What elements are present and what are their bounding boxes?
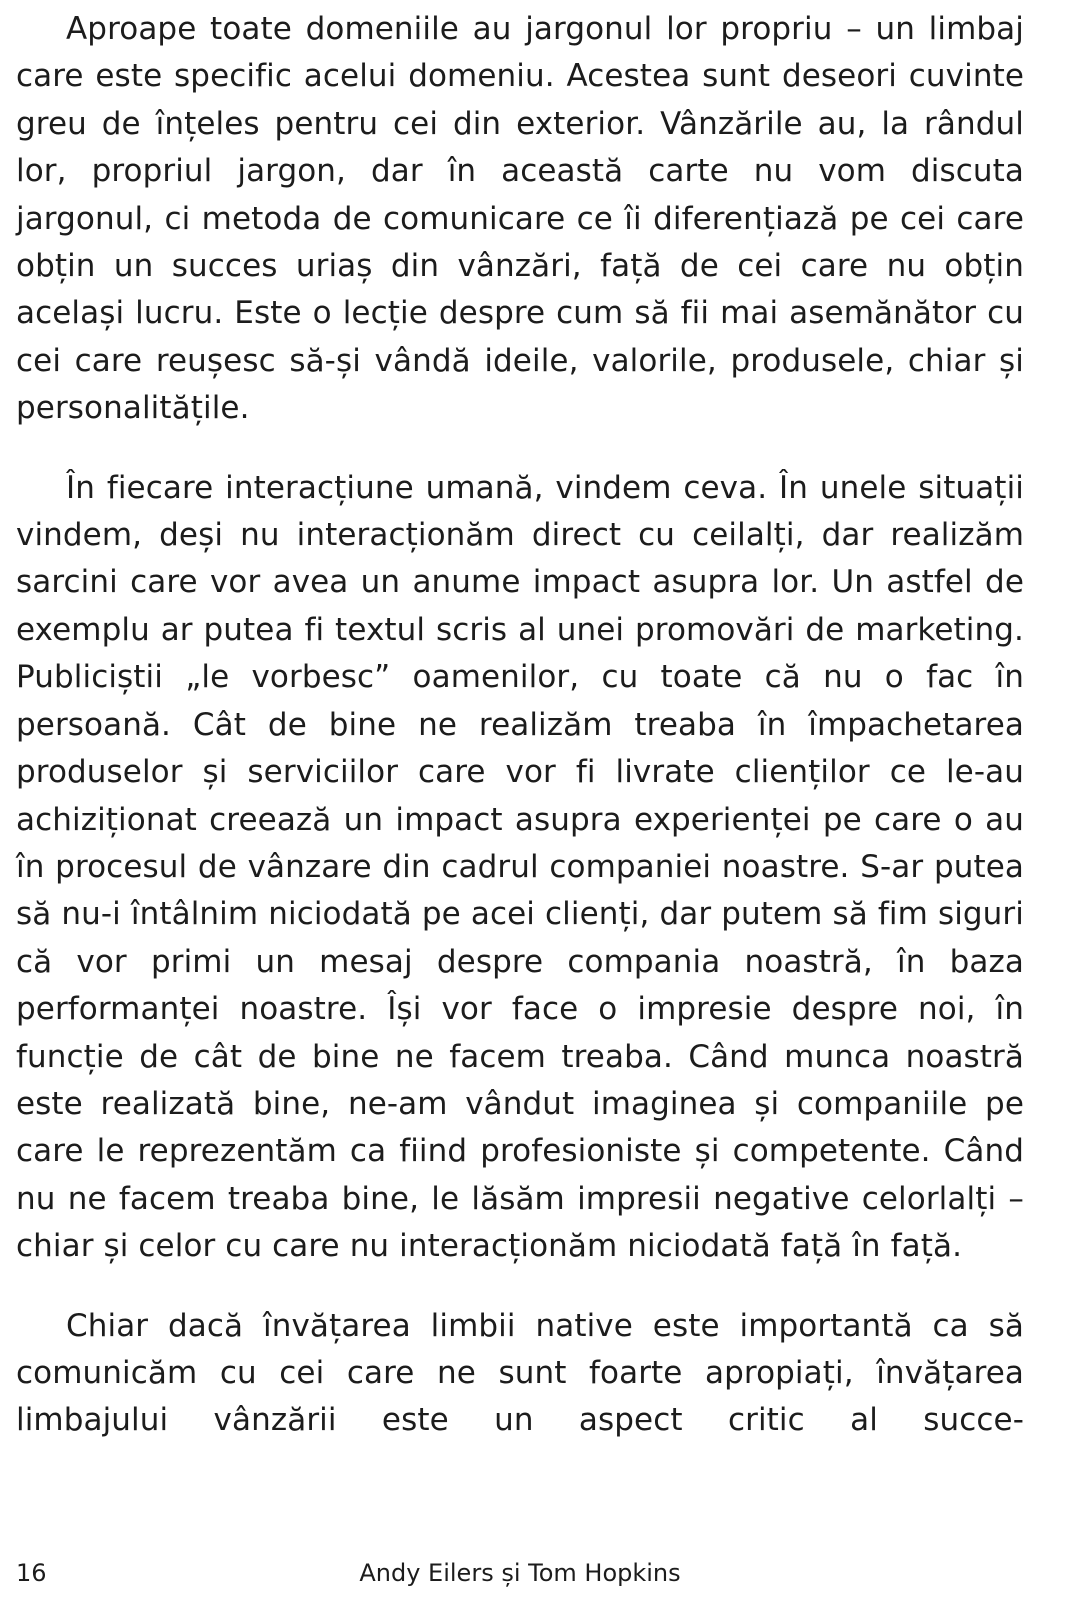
running-footer-authors: Andy Eilers și Tom Hopkins [359,1559,681,1587]
page-footer [16,1556,1024,1590]
paragraph-3: Chiar dacă învățarea limbii native este importantă ca să comunicăm cu cei care ne sunt foarte apropiați, învățarea limbajului vânzării este un aspect critic al succe- [16,1307,1024,1439]
page-number: 16 [16,1559,47,1587]
paragraph-2: În fiecare interacțiune umană, vindem ceva. În unele situații vindem, deși nu interacționăm direct cu ceilalți, dar realizăm sarcini care vor avea un anume impact asupra lor. Un astfel de exemplu ar putea fi textul scris al unei promovări de marketing. Publiciștii „le vorbesc” oamenilor, cu toate că nu o fac în persoană. Cât de bine ne realizăm treaba în împachetarea produselor și serviciilor care vor fi livrate clienților ce le-au achiziționat creează un impact asupra experienței pe care o au în procesul de vânzare din cadrul companiei noastre. S-ar putea să nu-i întâlnim niciodată pe acei clienți, dar putem să fim siguri că vor primi un mesaj despre compania noastră, în baza performanței noastre. Își vor face o impresie despre noi, în funcție de cât de bine ne facem treaba. Când munca noastră este realizată bine, ne-am vândut imaginea și companiile pe care le reprezentăm ca fiind profesioniste și competente. Când nu ne facem treaba bine, le lăsăm impresii negative celorlalți – chiar și celor cu care nu interacționăm niciodată față în față. [16,469,1024,1265]
paragraph-1: Aproape toate domeniile au jargonul lor propriu – un limbaj care este specific acelui domeniu. Acestea sunt deseori cuvinte greu de înțeles pentru cei din exterior. Vânzările au, la rândul lor, propriul jargon, dar în această carte nu vom discuta jargonul, ci metoda de comunicare ce îi diferențiază pe cei care obțin un succes uriaș din vânzări, față de cei care nu obțin același lucru. Este o lecție despre cum să fii mai asemănător cu cei care reușesc să-și vândă ideile, valorile, produsele, chiar și personalitățile. [16,11,1024,427]
body-text [16,6,1024,1445]
